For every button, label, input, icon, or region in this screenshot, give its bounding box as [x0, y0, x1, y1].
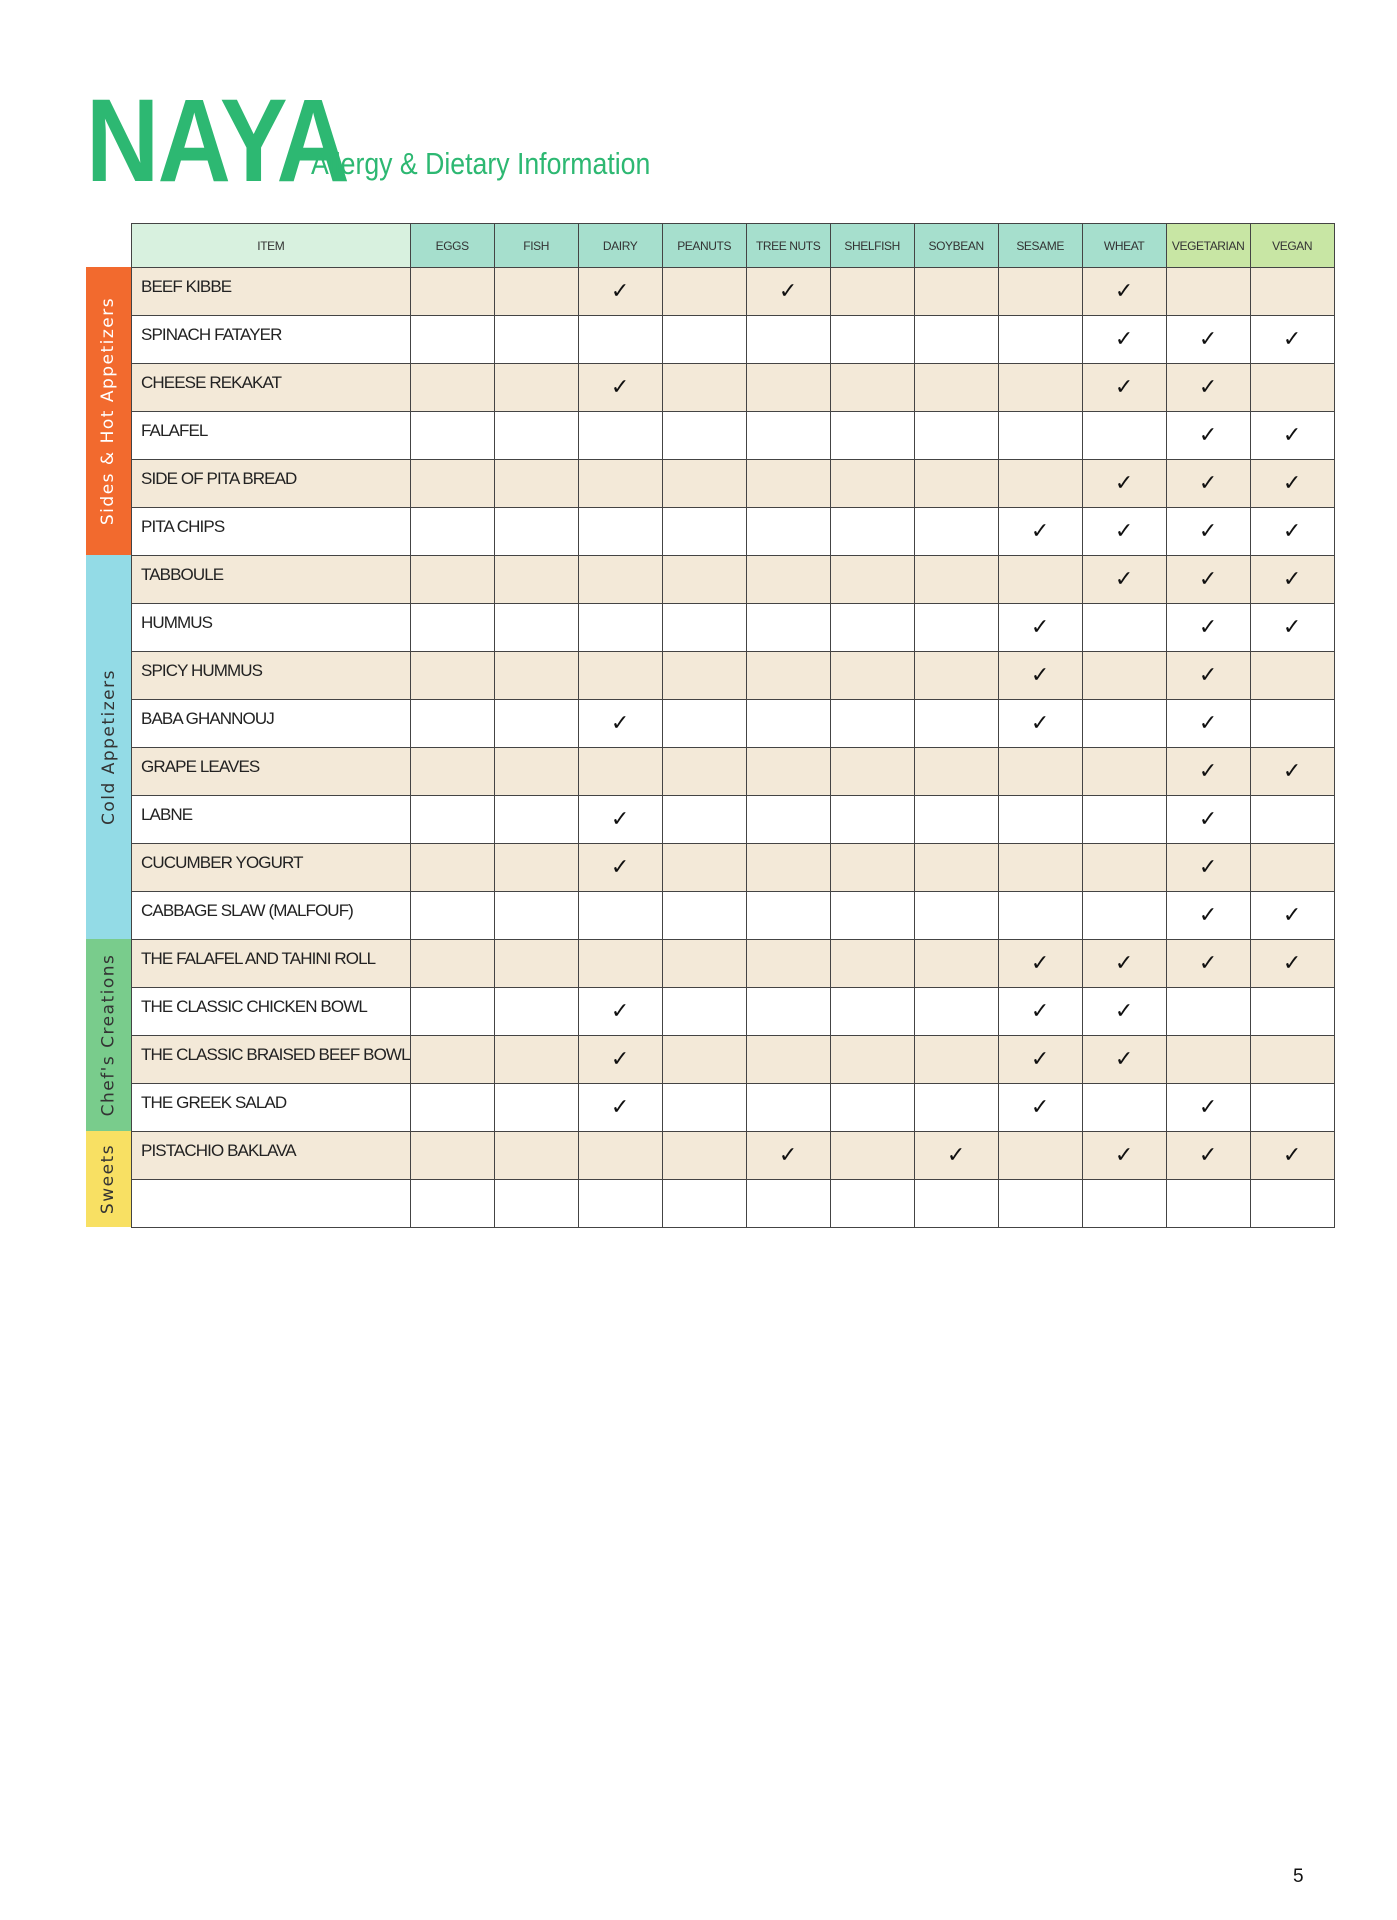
check-icon: ✓ — [1250, 556, 1334, 604]
check-icon: ✓ — [1166, 412, 1250, 460]
table-cell — [1082, 1180, 1166, 1228]
table-cell — [662, 604, 746, 652]
table-row — [132, 1084, 1335, 1132]
table-cell — [830, 1036, 914, 1084]
table-cell — [1082, 652, 1166, 700]
table-cell — [578, 460, 662, 508]
table-cell — [494, 556, 578, 604]
table-cell — [410, 412, 494, 460]
table-cell — [494, 604, 578, 652]
table-row — [132, 556, 1335, 604]
check-icon: ✓ — [1166, 316, 1250, 364]
table-cell — [1082, 1084, 1166, 1132]
table-cell — [494, 1036, 578, 1084]
column-header-dairy: DAIRY — [578, 224, 662, 268]
table-cell — [914, 652, 998, 700]
check-icon: ✓ — [746, 1132, 830, 1180]
table-cell — [746, 460, 830, 508]
column-header-sesame: SESAME — [998, 224, 1082, 268]
table-cell — [1082, 604, 1166, 652]
table-cell — [410, 1084, 494, 1132]
table-cell — [914, 412, 998, 460]
table-cell — [1166, 988, 1250, 1036]
table-cell — [662, 988, 746, 1036]
check-icon: ✓ — [1082, 316, 1166, 364]
category-label — [86, 1131, 131, 1227]
check-icon: ✓ — [998, 940, 1082, 988]
table-cell — [410, 1036, 494, 1084]
table-row — [132, 1180, 1335, 1228]
category-label — [86, 267, 131, 555]
table-cell — [494, 844, 578, 892]
table-cell — [830, 316, 914, 364]
item-name: THE FALAFEL AND TAHINI ROLL — [132, 940, 411, 988]
table-cell — [914, 1084, 998, 1132]
table-cell — [830, 940, 914, 988]
column-header-vegan: VEGAN — [1250, 224, 1334, 268]
item-name: FALAFEL — [132, 412, 411, 460]
table-cell — [578, 316, 662, 364]
column-header-wheat: WHEAT — [1082, 224, 1166, 268]
table-cell — [1166, 268, 1250, 316]
table-cell — [1166, 1036, 1250, 1084]
table-cell — [1250, 268, 1334, 316]
table-cell — [410, 844, 494, 892]
column-header-shelfish: SHELFISH — [830, 224, 914, 268]
table-cell — [494, 796, 578, 844]
table-row — [132, 604, 1335, 652]
table-cell — [494, 748, 578, 796]
table-cell — [998, 364, 1082, 412]
page-number: 5 — [1293, 1866, 1304, 1887]
check-icon: ✓ — [1250, 748, 1334, 796]
table-cell — [1250, 1036, 1334, 1084]
table-cell — [746, 316, 830, 364]
check-icon: ✓ — [1166, 508, 1250, 556]
check-icon: ✓ — [1166, 844, 1250, 892]
table-row — [132, 508, 1335, 556]
table-cell — [410, 940, 494, 988]
item-name: LABNE — [132, 796, 411, 844]
table-cell — [410, 892, 494, 940]
page-title: Allergy & Dietary Information — [311, 146, 651, 181]
table-cell — [830, 364, 914, 412]
table-cell — [1250, 652, 1334, 700]
category-label-text: Sides & Hot Appetizers — [98, 296, 119, 526]
table-cell — [746, 1036, 830, 1084]
table-cell — [998, 412, 1082, 460]
table-cell — [662, 796, 746, 844]
table-cell — [662, 700, 746, 748]
table-cell — [914, 844, 998, 892]
table-cell — [1250, 1084, 1334, 1132]
check-icon: ✓ — [1082, 268, 1166, 316]
item-name: PISTACHIO BAKLAVA — [132, 1132, 411, 1180]
table-cell — [830, 700, 914, 748]
table-cell — [494, 988, 578, 1036]
category-label-text: Cold Appetizers — [98, 669, 119, 825]
check-icon: ✓ — [1250, 316, 1334, 364]
table-cell — [914, 892, 998, 940]
item-name — [132, 1180, 411, 1228]
table-row — [132, 700, 1335, 748]
table-cell — [830, 1084, 914, 1132]
category-label-text: Chef's Creations — [98, 953, 119, 1117]
check-icon: ✓ — [578, 1036, 662, 1084]
table-cell — [746, 700, 830, 748]
check-icon: ✓ — [998, 1036, 1082, 1084]
check-icon: ✓ — [1166, 604, 1250, 652]
table-cell — [494, 652, 578, 700]
table-cell — [662, 364, 746, 412]
table-cell — [914, 1180, 998, 1228]
table-cell — [1250, 700, 1334, 748]
check-icon: ✓ — [998, 652, 1082, 700]
table-cell — [662, 892, 746, 940]
table-cell — [914, 1036, 998, 1084]
table-cell — [998, 1180, 1082, 1228]
column-header-item: ITEM — [132, 224, 411, 268]
table-cell — [662, 748, 746, 796]
table-cell — [578, 748, 662, 796]
column-header-soybean: SOYBEAN — [914, 224, 998, 268]
table-cell — [1082, 412, 1166, 460]
check-icon: ✓ — [1166, 364, 1250, 412]
table-cell — [998, 1132, 1082, 1180]
table-cell — [746, 1180, 830, 1228]
check-icon: ✓ — [1250, 508, 1334, 556]
table-cell — [830, 604, 914, 652]
column-header-eggs: EGGS — [410, 224, 494, 268]
table-cell — [1082, 844, 1166, 892]
check-icon: ✓ — [1166, 700, 1250, 748]
table-cell — [830, 796, 914, 844]
table-cell — [746, 364, 830, 412]
table-row — [132, 412, 1335, 460]
item-name: HUMMUS — [132, 604, 411, 652]
table-row — [132, 892, 1335, 940]
table-cell — [830, 268, 914, 316]
table-cell — [662, 556, 746, 604]
table-cell — [746, 892, 830, 940]
table-cell — [1250, 1180, 1334, 1228]
check-icon: ✓ — [998, 700, 1082, 748]
table-cell — [578, 892, 662, 940]
check-icon: ✓ — [1082, 556, 1166, 604]
item-name: SPINACH FATAYER — [132, 316, 411, 364]
table-cell — [578, 556, 662, 604]
table-cell — [746, 796, 830, 844]
table-cell — [578, 1180, 662, 1228]
table-cell — [830, 844, 914, 892]
category-label-text: Sweets — [98, 1143, 119, 1215]
table-header-row — [132, 224, 1335, 268]
table-cell — [914, 796, 998, 844]
check-icon: ✓ — [578, 1084, 662, 1132]
check-icon: ✓ — [1166, 652, 1250, 700]
table-row — [132, 364, 1335, 412]
table-cell — [494, 412, 578, 460]
table-cell — [578, 1132, 662, 1180]
table-cell — [914, 364, 998, 412]
item-name: THE CLASSIC CHICKEN BOWL — [132, 988, 411, 1036]
table-cell — [578, 652, 662, 700]
check-icon: ✓ — [578, 988, 662, 1036]
table-cell — [662, 1180, 746, 1228]
table-cell — [662, 844, 746, 892]
item-name: TABBOULE — [132, 556, 411, 604]
table-cell — [914, 460, 998, 508]
table-cell — [494, 700, 578, 748]
table-cell — [410, 556, 494, 604]
check-icon: ✓ — [914, 1132, 998, 1180]
table-cell — [1082, 700, 1166, 748]
table-cell — [914, 988, 998, 1036]
table-row — [132, 1132, 1335, 1180]
table-cell — [494, 460, 578, 508]
table-cell — [746, 412, 830, 460]
table-row — [132, 268, 1335, 316]
table-cell — [998, 316, 1082, 364]
table-cell — [830, 508, 914, 556]
table-cell — [578, 940, 662, 988]
table-cell — [410, 508, 494, 556]
table-cell — [1082, 892, 1166, 940]
table-cell — [410, 796, 494, 844]
item-name: PITA CHIPS — [132, 508, 411, 556]
table-row — [132, 844, 1335, 892]
table-cell — [410, 460, 494, 508]
allergy-table — [131, 223, 1335, 1228]
table-cell — [746, 508, 830, 556]
table-cell — [1250, 988, 1334, 1036]
check-icon: ✓ — [1166, 892, 1250, 940]
table-cell — [1082, 748, 1166, 796]
item-name: THE GREEK SALAD — [132, 1084, 411, 1132]
check-icon: ✓ — [1250, 940, 1334, 988]
item-name: SIDE OF PITA BREAD — [132, 460, 411, 508]
check-icon: ✓ — [1250, 604, 1334, 652]
table-cell — [410, 652, 494, 700]
table-cell — [662, 1036, 746, 1084]
table-cell — [1250, 796, 1334, 844]
item-name: CHEESE REKAKAT — [132, 364, 411, 412]
check-icon: ✓ — [578, 700, 662, 748]
check-icon: ✓ — [1166, 940, 1250, 988]
table-cell — [830, 892, 914, 940]
check-icon: ✓ — [1082, 364, 1166, 412]
table-cell — [662, 1084, 746, 1132]
table-cell — [662, 940, 746, 988]
table-cell — [746, 652, 830, 700]
check-icon: ✓ — [1082, 508, 1166, 556]
check-icon: ✓ — [1250, 412, 1334, 460]
table-cell — [410, 1180, 494, 1228]
table-cell — [1250, 364, 1334, 412]
check-icon: ✓ — [578, 364, 662, 412]
table-row — [132, 748, 1335, 796]
check-icon: ✓ — [1166, 1132, 1250, 1180]
table-row — [132, 1036, 1335, 1084]
table-cell — [662, 652, 746, 700]
check-icon: ✓ — [1250, 1132, 1334, 1180]
table-row — [132, 652, 1335, 700]
table-cell — [998, 460, 1082, 508]
table-cell — [914, 508, 998, 556]
table-cell — [494, 1180, 578, 1228]
category-label — [86, 939, 131, 1131]
table-cell — [746, 988, 830, 1036]
table-cell — [914, 556, 998, 604]
table-cell — [746, 1084, 830, 1132]
table-cell — [998, 892, 1082, 940]
table-cell — [494, 1132, 578, 1180]
table-cell — [746, 604, 830, 652]
table-cell — [410, 748, 494, 796]
brand-logo: NAYA — [86, 75, 349, 207]
column-header-peanuts: PEANUTS — [662, 224, 746, 268]
table-cell — [1166, 1180, 1250, 1228]
check-icon: ✓ — [998, 1084, 1082, 1132]
check-icon: ✓ — [578, 796, 662, 844]
table-cell — [746, 748, 830, 796]
table-cell — [914, 268, 998, 316]
table-cell — [494, 316, 578, 364]
table-row — [132, 988, 1335, 1036]
check-icon: ✓ — [1250, 460, 1334, 508]
check-icon: ✓ — [1166, 460, 1250, 508]
table-cell — [746, 556, 830, 604]
table-cell — [494, 268, 578, 316]
table-cell — [494, 364, 578, 412]
table-cell — [410, 268, 494, 316]
table-cell — [998, 556, 1082, 604]
table-cell — [998, 748, 1082, 796]
table-cell — [746, 940, 830, 988]
table-cell — [494, 1084, 578, 1132]
column-header-fish: FISH — [494, 224, 578, 268]
table-cell — [410, 364, 494, 412]
table-cell — [830, 988, 914, 1036]
check-icon: ✓ — [578, 844, 662, 892]
table-cell — [662, 316, 746, 364]
item-name: THE CLASSIC BRAISED BEEF BOWL — [132, 1036, 411, 1084]
table-cell — [830, 652, 914, 700]
item-name: GRAPE LEAVES — [132, 748, 411, 796]
table-cell — [662, 412, 746, 460]
table-cell — [410, 316, 494, 364]
table-cell — [830, 1180, 914, 1228]
table-cell — [578, 604, 662, 652]
table-cell — [830, 412, 914, 460]
table-row — [132, 940, 1335, 988]
table-row — [132, 316, 1335, 364]
table-cell — [914, 940, 998, 988]
check-icon: ✓ — [1166, 796, 1250, 844]
check-icon: ✓ — [1166, 556, 1250, 604]
table-cell — [578, 508, 662, 556]
table-cell — [746, 844, 830, 892]
check-icon: ✓ — [746, 268, 830, 316]
table-cell — [830, 1132, 914, 1180]
check-icon: ✓ — [1082, 988, 1166, 1036]
item-name: CABBAGE SLAW (MALFOUF) — [132, 892, 411, 940]
table-row — [132, 460, 1335, 508]
check-icon: ✓ — [1082, 1132, 1166, 1180]
column-header-tree-nuts: TREE NUTS — [746, 224, 830, 268]
table-cell — [1250, 844, 1334, 892]
table-cell — [998, 268, 1082, 316]
table-cell — [578, 412, 662, 460]
table-cell — [494, 508, 578, 556]
table-cell — [410, 700, 494, 748]
table-cell — [494, 892, 578, 940]
table-cell — [662, 508, 746, 556]
check-icon: ✓ — [1166, 748, 1250, 796]
table-row — [132, 796, 1335, 844]
table-cell — [998, 844, 1082, 892]
check-icon: ✓ — [1082, 940, 1166, 988]
item-name: BEEF KIBBE — [132, 268, 411, 316]
item-name: CUCUMBER YOGURT — [132, 844, 411, 892]
table-cell — [998, 796, 1082, 844]
item-name: BABA GHANNOUJ — [132, 700, 411, 748]
table-cell — [1082, 796, 1166, 844]
table-cell — [410, 604, 494, 652]
check-icon: ✓ — [1250, 892, 1334, 940]
table-cell — [914, 604, 998, 652]
table-cell — [830, 556, 914, 604]
table-cell — [662, 1132, 746, 1180]
table-cell — [914, 316, 998, 364]
check-icon: ✓ — [578, 268, 662, 316]
table-cell — [830, 748, 914, 796]
check-icon: ✓ — [998, 604, 1082, 652]
check-icon: ✓ — [1082, 460, 1166, 508]
table-cell — [830, 460, 914, 508]
table-cell — [494, 940, 578, 988]
table-cell — [914, 748, 998, 796]
table-cell — [410, 988, 494, 1036]
table-cell — [410, 1132, 494, 1180]
column-header-vegetarian: VEGETARIAN — [1166, 224, 1250, 268]
table-cell — [662, 268, 746, 316]
check-icon: ✓ — [998, 988, 1082, 1036]
table-cell — [662, 460, 746, 508]
table-cell — [914, 700, 998, 748]
check-icon: ✓ — [998, 508, 1082, 556]
check-icon: ✓ — [1166, 1084, 1250, 1132]
item-name: SPICY HUMMUS — [132, 652, 411, 700]
category-label — [86, 555, 131, 939]
check-icon: ✓ — [1082, 1036, 1166, 1084]
